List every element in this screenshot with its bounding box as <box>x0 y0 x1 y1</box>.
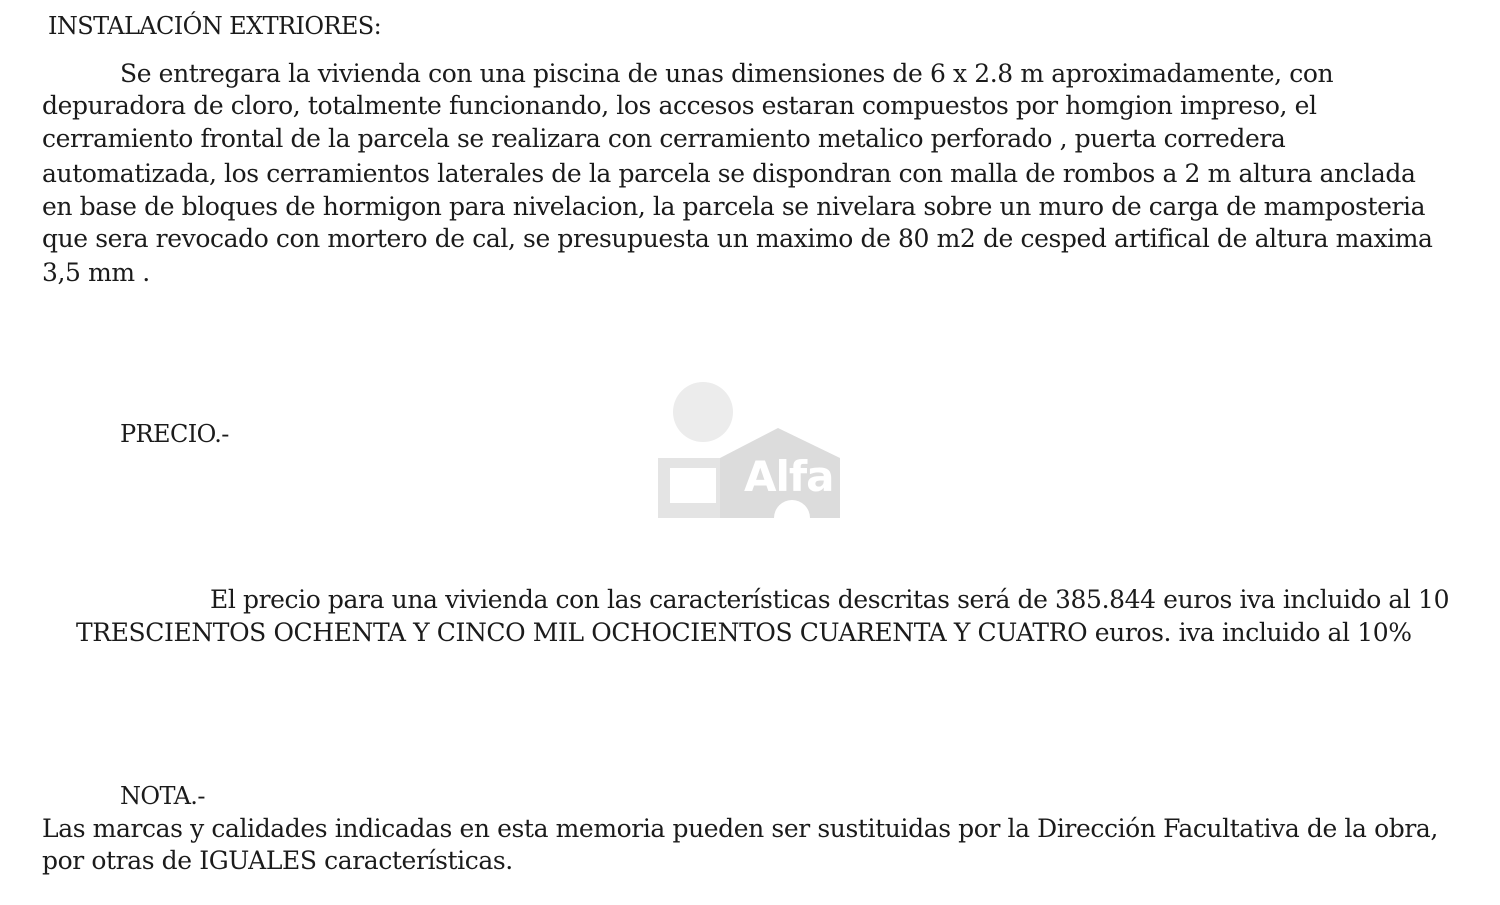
paragraph-line: Se entregara la vivienda con una piscina de unas dimensiones de 6 x 2.8 m aproximadamente, con <box>120 59 1334 88</box>
section-title-precio: PRECIO.- <box>120 420 229 448</box>
note-line: por otras de IGUALES características. <box>42 846 513 875</box>
paragraph-line: 3,5 mm . <box>42 258 150 287</box>
section-title-nota: NOTA.- <box>120 782 205 810</box>
watermark-text: Alfa <box>744 452 834 501</box>
alfa-watermark-logo <box>656 380 846 525</box>
price-line: El precio para una vivienda con las características descritas será de 385.844 euros iva incluido al 10 <box>210 585 1450 614</box>
paragraph-line: cerramiento frontal de la parcela se realizara con cerramiento metalico perforado , puerta corredera <box>42 124 1286 153</box>
paragraph-line: automatizada, los cerramientos laterales de la parcela se dispondran con malla de rombos a 2 m altura anclada <box>42 159 1416 188</box>
paragraph-line: que sera revocado con mortero de cal, se presupuesta un maximo de 80 m2 de cesped artifical de altura maxima <box>42 224 1433 253</box>
price-words-line: TRESCIENTOS OCHENTA Y CINCO MIL OCHOCIENTOS CUARENTA Y CUATRO euros. iva incluido al 10% <box>76 618 1412 647</box>
note-line: Las marcas y calidades indicadas en esta memoria pueden ser sustituidas por la Dirección Facultativa de la obra, <box>42 814 1438 843</box>
paragraph-line: depuradora de cloro, totalmente funcionando, los accesos estaran compuestos por homgion impreso, el <box>42 91 1317 120</box>
paragraph-line: en base de bloques de hormigon para nivelacion, la parcela se nivelara sobre un muro de carga de mamposteria <box>42 192 1426 221</box>
section-title-exteriores: INSTALACIÓN EXTRIORES: <box>48 12 382 40</box>
